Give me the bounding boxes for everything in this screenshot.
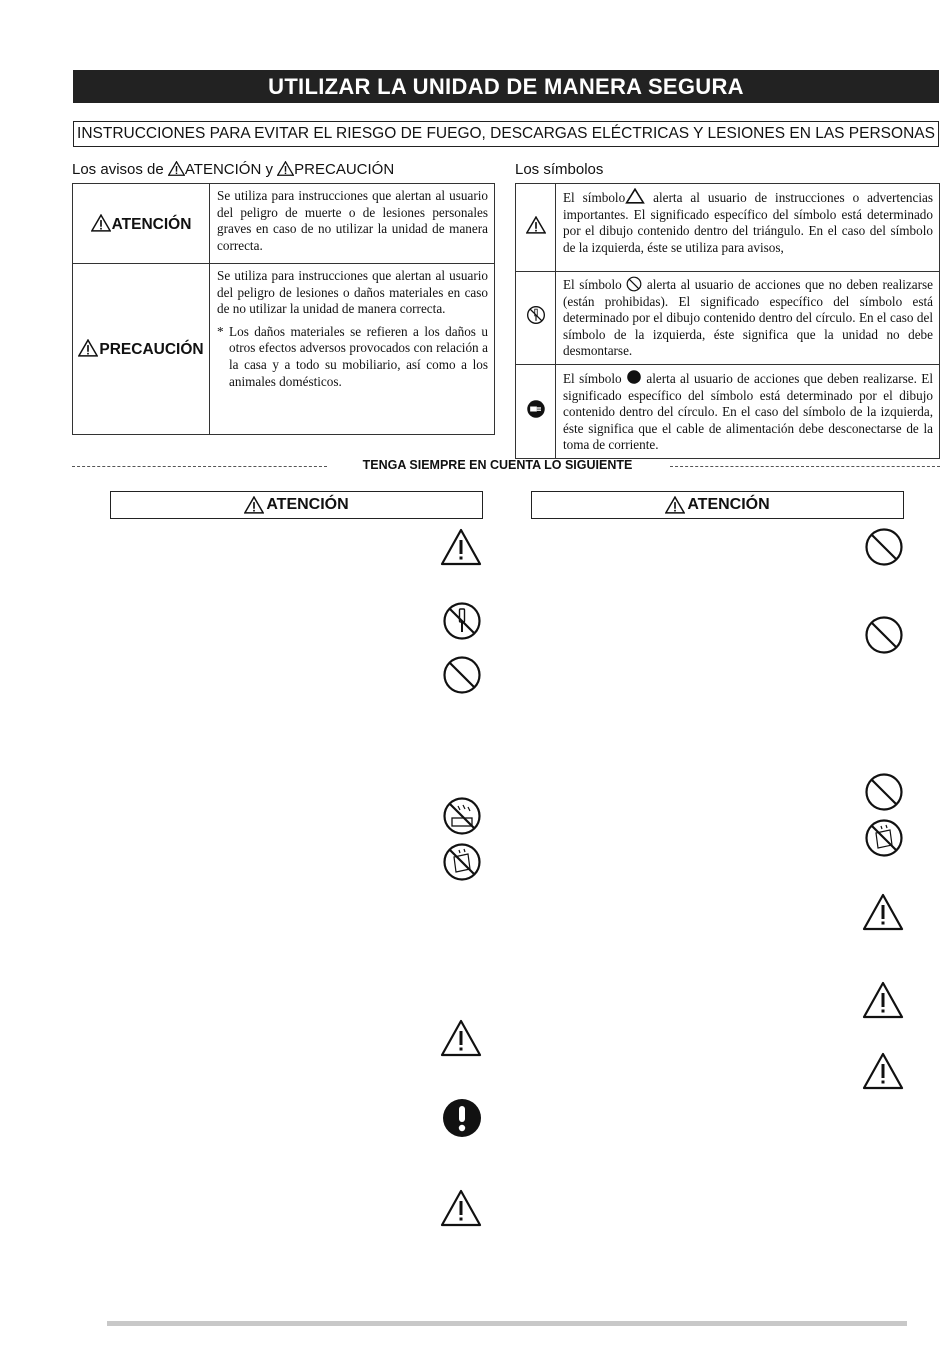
remember-heading: TENGA SIEMPRE EN CUENTA LO SIGUIENTE: [362, 458, 633, 472]
warning-triangle-icon: [439, 527, 483, 567]
warning-triangle-icon: [244, 496, 264, 514]
precaucion-note: * Los daños materiales se refieren a los daños u otros efectos adversos provocados con relación a la casa y a todo su mobiliario, así como a los animales domésticos.: [217, 323, 488, 389]
symbols-table: [515, 183, 940, 459]
no-water-icon: [442, 796, 482, 836]
symbol-text-pre: El símbolo: [563, 190, 626, 205]
precaucion-description: Se utiliza para instrucciones que alertan al usuario del peligro de lesiones o daños materiales en caso de no utilizar la unidad de manera correcta.: [217, 268, 488, 317]
page-title: UTILIZAR LA UNIDAD DE MANERA SEGURA: [73, 70, 939, 103]
separator-left: [72, 466, 327, 467]
symbol-text-pre: El símbolo: [563, 370, 626, 386]
no-liquid-container-icon: [864, 818, 904, 858]
warning-triangle-icon: [526, 216, 546, 234]
warning-triangle-icon: [861, 980, 905, 1020]
warning-triangle-icon: [168, 161, 185, 176]
filled-circle-icon: [626, 369, 642, 385]
atencion-description: Se utiliza para instrucciones que alertan al usuario del peligro de muerte o de lesiones personales graves en caso de no utilizar la unidad de manera correcta.: [217, 188, 488, 253]
warnings-table: [72, 183, 495, 435]
warning-triangle-icon: [861, 1051, 905, 1091]
symbol-row-prohibited: [516, 272, 940, 365]
symbols-section-title: Los símbolos: [515, 161, 604, 178]
prohibited-icon: [864, 772, 904, 812]
symbol-text-pre: El símbolo: [563, 277, 627, 292]
prohibited-icon: [864, 615, 904, 655]
warning-triangle-icon: [439, 1018, 483, 1058]
prohibited-circle-icon: [626, 276, 642, 292]
warnings-section-title: [72, 161, 394, 178]
no-disassemble-icon: [442, 601, 482, 641]
title-prefix: Los avisos de: [72, 161, 168, 178]
warning-triangle-icon: [91, 214, 111, 232]
warning-triangle-icon: [439, 1188, 483, 1228]
title-word-atencion: ATENCIÓN: [184, 161, 262, 178]
right-atencion-label: ATENCIÓN: [687, 496, 770, 513]
page-subtitle: INSTRUCCIONES PARA EVITAR EL RIESGO DE FUEGO, DESCARGAS ELÉCTRICAS Y LESIONES EN LAS PERSONAS: [73, 121, 939, 147]
atencion-label: ATENCIÓN: [111, 215, 192, 233]
warning-triangle-icon: [665, 496, 685, 514]
warning-row-precaucion: [73, 264, 495, 435]
symbol-text-post: alerta al usuario de acciones que deben realizarse. El significado específico del símbolo está determinado por el dibujo contenido dentro del círculo. En el caso del símbolo de la izquierda, éste significa que el cable de alimentación debe desconectarse de la toma de corriente.: [563, 370, 934, 453]
symbol-text-post: alerta al usuario de instrucciones o advertencias importantes. El significado específico del símbolo está determinado por el dibujo contenido dentro del triángulo. En el caso del símbolo de la izquierda, éste se utiliza para avisos,: [563, 190, 934, 255]
title-word-precaucion: PRECAUCIÓN: [294, 161, 395, 178]
prohibited-icon: [864, 527, 904, 567]
right-atencion-box: [531, 491, 904, 519]
title-join: y: [261, 161, 278, 178]
prohibited-icon: [442, 655, 482, 695]
left-atencion-label: ATENCIÓN: [266, 496, 349, 513]
symbol-row-triangle: [516, 184, 940, 272]
no-disassemble-icon: [526, 305, 546, 325]
no-liquid-container-icon: [442, 842, 482, 882]
separator-right: [670, 466, 940, 467]
symbol-text-post: alerta al usuario de acciones que no deben realizarse (están prohibidas). El significado específico del símbolo está determinado por el dibujo contenido dentro del círculo. En el caso del símbolo de la izquierda, éste significa que la unidad no debe desmontarse.: [563, 277, 934, 359]
warning-triangle-icon: [861, 892, 905, 932]
footer-bar: [107, 1321, 907, 1326]
outline-triangle-icon: [625, 188, 645, 204]
mandatory-icon: [442, 1098, 482, 1138]
warning-row-atencion: [73, 184, 495, 264]
unplug-icon: [526, 399, 546, 419]
left-atencion-box: [110, 491, 483, 519]
precaucion-label: PRECAUCIÓN: [99, 341, 204, 358]
warning-triangle-icon: [277, 161, 294, 176]
warning-triangle-icon: [78, 339, 98, 357]
symbol-row-mandatory: [516, 364, 940, 458]
